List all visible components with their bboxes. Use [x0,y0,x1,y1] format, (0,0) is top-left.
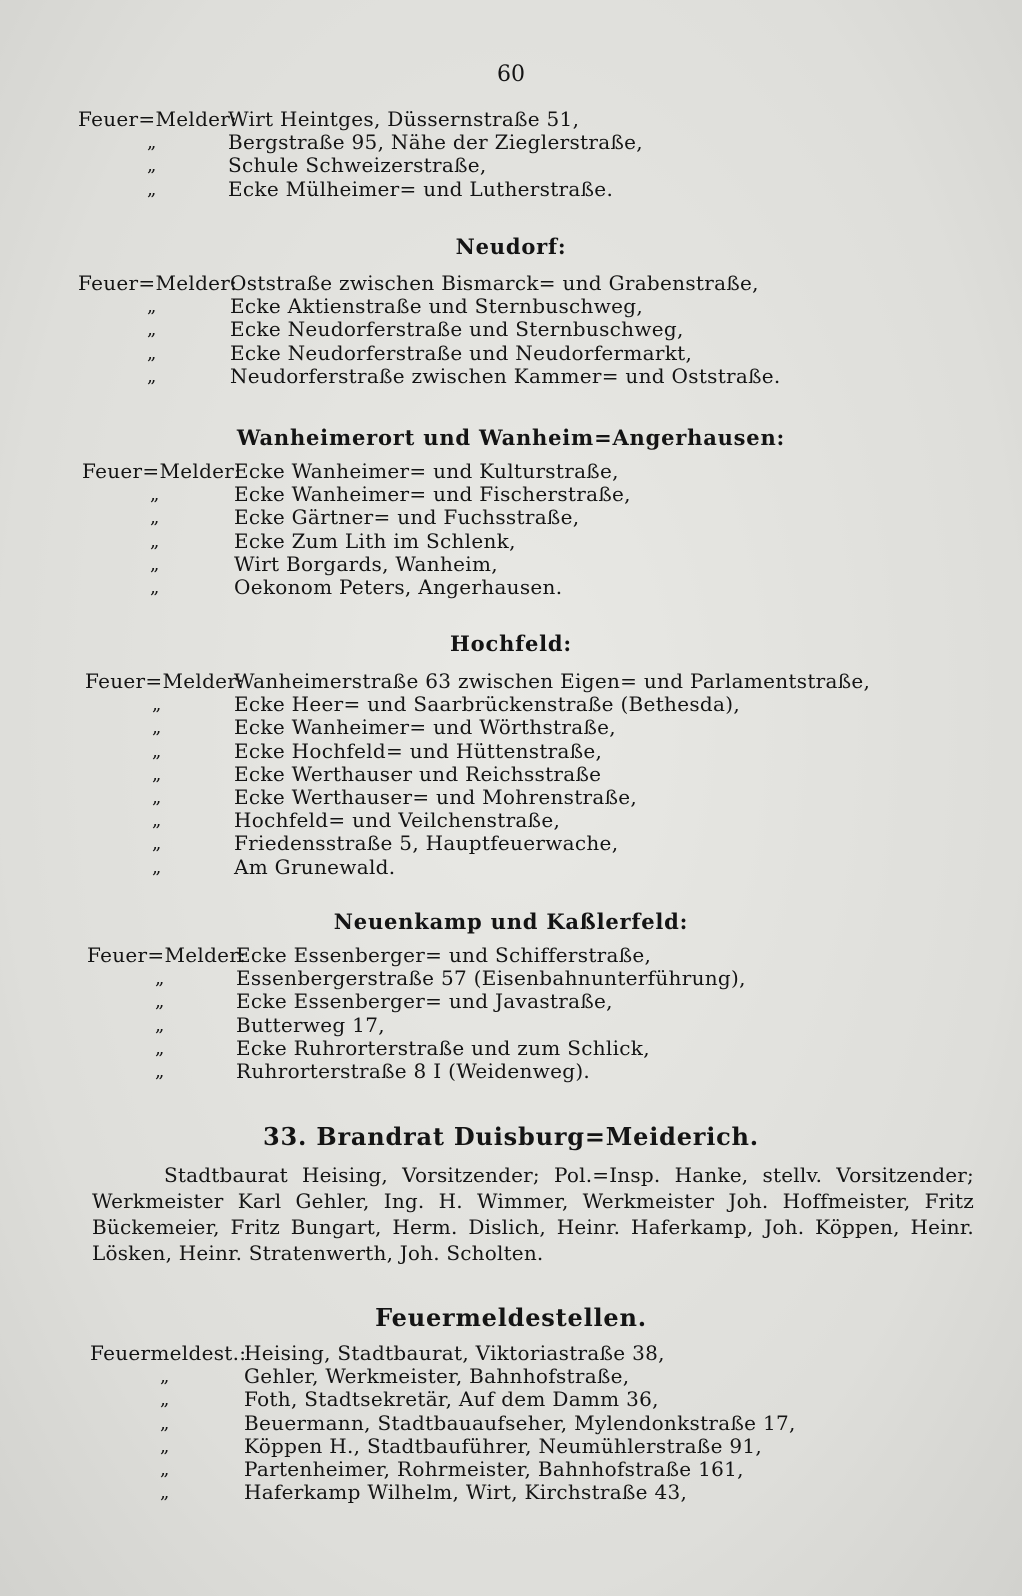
list-item [0,944,1022,967]
alarm-location: Ecke Neudorferstraße und Neudorfermarkt, [230,340,693,365]
list-item [0,1435,1022,1458]
heading-hochfeld: Hochfeld: [450,631,572,656]
list-item [0,295,1022,318]
ditto-mark: „ [152,786,162,808]
list-item [0,131,1022,154]
list-item [0,786,1022,809]
list-item [0,365,1022,388]
list-item [0,1458,1022,1481]
list-item [0,483,1022,506]
fire-alarm-label: Feuer=Melder: [78,271,238,295]
ditto-mark: „ [160,1389,170,1411]
alarm-location: Ecke Essenberger= und Schifferstraße, [236,943,652,967]
brandrat-members: Stadtbaurat Heising, Vorsitzender; Pol.=Insp. Hanke, stellv. Vorsitzender; Werkmeister Karl Gehler, Ing. H. Wimmer, Werkmeister Joh. Hoffmeister, Fritz Bückemeier, Fritz Bungart, Herm. Dislich, Heinr. Haferkamp, Joh. Köppen, Heinr. Lösken, Heinr. Stratenwerth, Joh. Scholten. [92,1163,974,1265]
ditto-mark: „ [152,810,162,832]
alarm-location: Ecke Wanheimer= und Kulturstraße, [234,459,619,483]
alarm-location: Wirt Heintges, Düssernstraße 51, [228,107,580,131]
list-item [0,670,1022,693]
ditto-mark: „ [160,1458,170,1480]
ditto-mark: „ [147,342,157,364]
list-item [0,856,1022,879]
alarm-location: Ecke Wanheimer= und Wörthstraße, [234,715,616,740]
page-number: 60 [497,62,525,87]
heading-wanheimerort: Wanheimerort und Wanheim=Angerhausen: [236,425,786,450]
list-item [0,272,1022,295]
list-item [0,693,1022,716]
list-item [0,318,1022,341]
alarm-location: Essenbergerstraße 57 (Eisenbahnunterführung), [236,966,746,991]
ditto-mark: „ [160,1412,170,1434]
heading-brandrat: 33. Brandrat Duisburg=Meiderich. [263,1122,759,1151]
ditto-mark: „ [147,155,157,177]
ditto-mark: „ [155,1037,165,1059]
ditto-mark: „ [152,856,162,878]
fire-alarm-label: Feuer=Melder: [82,459,242,483]
list-item [0,740,1022,763]
list-item [0,1014,1022,1037]
list-item [0,832,1022,855]
alarm-location: Butterweg 17, [236,1012,385,1037]
section-feuermeldestellen [0,1342,1022,1504]
ditto-mark: „ [147,132,157,154]
list-item [0,1037,1022,1060]
alarm-location: Ecke Werthauser= und Mohrenstraße, [234,784,638,809]
heading-neudorf: Neudorf: [455,234,567,259]
list-item [0,1388,1022,1411]
list-item [0,460,1022,483]
section-neuenkamp [0,944,1022,1083]
alarm-location: Oekonom Peters, Angerhausen. [234,574,563,599]
fire-alarm-label: Feuer=Melder: [78,107,238,131]
ditto-mark: „ [150,484,160,506]
list-item [0,154,1022,177]
alarm-location: Ecke Hochfeld= und Hüttenstraße, [234,738,603,763]
list-item [0,576,1022,599]
list-item [0,967,1022,990]
alarm-location: Ecke Gärtner= und Fuchsstraße, [234,505,580,530]
section-wanheimerort [0,460,1022,599]
fire-alarm-label: Feuermeldest.: [90,1341,247,1365]
list-item [0,530,1022,553]
list-item [0,716,1022,739]
alarm-location: Partenheimer, Rohrmeister, Bahnhofstraße 161, [244,1456,744,1481]
alarm-location: Hochfeld= und Veilchenstraße, [234,808,561,833]
alarm-location: Beuermann, Stadtbauaufseher, Mylendonkstraße 17, [244,1410,796,1435]
ditto-mark: „ [155,991,165,1013]
ditto-mark: „ [150,576,160,598]
alarm-location: Ecke Heer= und Saarbrückenstraße (Bethesda), [234,692,740,717]
list-item [0,990,1022,1013]
alarm-location: Köppen H., Stadtbauführer, Neumühlerstraße 91, [244,1433,763,1458]
ditto-mark: „ [155,968,165,990]
section-hochfeld [0,670,1022,879]
fire-alarm-label: Feuer=Melder: [85,669,245,693]
alarm-location: Wanheimerstraße 63 zwischen Eigen= und Parlamentstraße, [234,669,871,693]
list-item [0,1412,1022,1435]
alarm-location: Gehler, Werkmeister, Bahnhofstraße, [244,1364,630,1389]
ditto-mark: „ [147,365,157,387]
alarm-location: Haferkamp Wilhelm, Wirt, Kirchstraße 43, [244,1480,688,1505]
heading-neuenkamp: Neuenkamp und Kaßlerfeld: [333,909,689,934]
list-item [0,809,1022,832]
ditto-mark: „ [150,553,160,575]
ditto-mark: „ [150,507,160,529]
alarm-location: Ecke Zum Lith im Schlenk, [234,528,516,553]
alarm-location: Friedensstraße 5, Hauptfeuerwache, [234,831,619,856]
ditto-mark: „ [152,740,162,762]
ditto-mark: „ [155,1060,165,1082]
alarm-location: Ecke Werthauser und Reichsstraße [234,761,602,786]
list-item [0,178,1022,201]
alarm-location: Foth, Stadtsekretär, Auf dem Damm 36, [244,1387,659,1412]
list-item [0,763,1022,786]
alarm-location: Ecke Wanheimer= und Fischerstraße, [234,482,631,507]
fire-alarm-label: Feuer=Melder: [87,943,247,967]
ditto-mark: „ [160,1435,170,1457]
ditto-mark: „ [152,833,162,855]
list-item [0,1481,1022,1504]
ditto-mark: „ [152,694,162,716]
section-neudorf [0,272,1022,388]
ditto-mark: „ [160,1482,170,1504]
alarm-location: Am Grunewald. [234,854,396,879]
alarm-location: Oststraße zwischen Bismarck= und Grabenstraße, [230,271,759,295]
alarm-location: Bergstraße 95, Nähe der Zieglerstraße, [228,130,643,155]
ditto-mark: „ [152,763,162,785]
alarm-location: Ecke Ruhrorterstraße und zum Schlick, [236,1035,650,1060]
ditto-mark: „ [147,319,157,341]
heading-feuermeldestellen: Feuermeldestellen. [375,1303,647,1332]
list-item [0,1365,1022,1388]
ditto-mark: „ [160,1366,170,1388]
alarm-location: Ecke Aktienstraße und Sternbuschweg, [230,294,644,319]
list-item [0,553,1022,576]
alarm-location: Ruhrorterstraße 8 I (Weidenweg). [236,1058,591,1083]
section-top [0,108,1022,201]
alarm-location: Wirt Borgards, Wanheim, [234,551,498,576]
ditto-mark: „ [155,1014,165,1036]
list-item [0,1342,1022,1365]
alarm-location: Schule Schweizerstraße, [228,153,487,178]
list-item [0,342,1022,365]
alarm-location: Heising, Stadtbaurat, Viktoriastraße 38, [244,1341,665,1365]
list-item [0,1060,1022,1083]
alarm-location: Ecke Mülheimer= und Lutherstraße. [228,176,614,201]
ditto-mark: „ [152,717,162,739]
ditto-mark: „ [147,296,157,318]
ditto-mark: „ [150,530,160,552]
alarm-location: Ecke Essenberger= und Javastraße, [236,989,613,1014]
list-item [0,108,1022,131]
ditto-mark: „ [147,178,157,200]
alarm-location: Neudorferstraße zwischen Kammer= und Oststraße. [230,363,781,388]
list-item [0,506,1022,529]
alarm-location: Ecke Neudorferstraße und Sternbuschweg, [230,317,684,342]
